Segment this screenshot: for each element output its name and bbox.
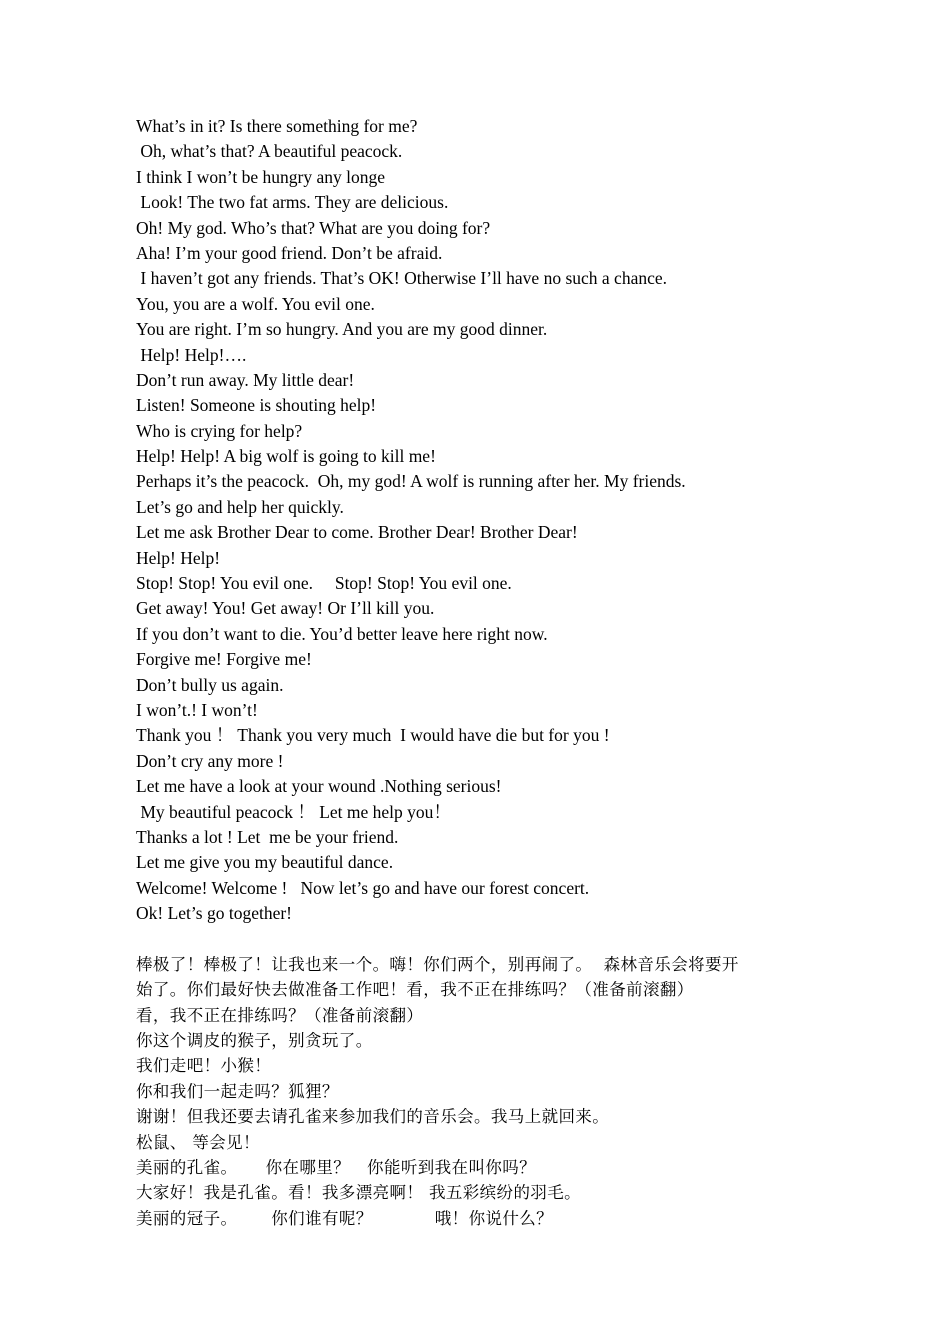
text-line: If you don’t want to die. You’d better leave here right now. bbox=[136, 623, 548, 644]
text-line: Let me ask Brother Dear to come. Brother Dear! Brother Dear! bbox=[136, 522, 578, 543]
text-line: 棒极了！棒极了！让我也来一个。嗨！你们两个，别再闹了。 森林音乐会将要开 bbox=[136, 954, 739, 974]
text-line: Get away! You! Get away! Or I’ll kill you. bbox=[136, 598, 435, 619]
text-line: You are right. I’m so hungry. And you are my good dinner. bbox=[136, 319, 548, 340]
text-line: Let me give you my beautiful dance. bbox=[136, 852, 394, 873]
text-line: Oh, what’s that? A beautiful peacock. bbox=[136, 141, 403, 162]
text-line: You, you are a wolf. You evil one. bbox=[136, 293, 375, 314]
text-line: 你这个调皮的猴子，别贪玩了。 bbox=[136, 1031, 373, 1051]
text-line: Look! The two fat arms. They are delicious. bbox=[136, 192, 449, 213]
text-line: 美丽的冠子。 你们谁有呢？ 哦！你说什么？ bbox=[136, 1208, 554, 1228]
text-line: I haven’t got any friends. That’s OK! Otherwise I’ll have no such a chance. bbox=[136, 268, 667, 289]
text-line: Help! Help! A big wolf is going to kill me! bbox=[136, 446, 436, 467]
chinese-dialogue bbox=[136, 952, 836, 1231]
text-line: Ok! Let’s go together! bbox=[136, 903, 292, 924]
english-dialogue bbox=[136, 114, 836, 927]
text-line: Stop! Stop! You evil one. Stop! Stop! You evil one. bbox=[136, 573, 512, 594]
text-line: Aha! I’m your good friend. Don’t be afraid. bbox=[136, 242, 443, 263]
text-line: I think I won’t be hungry any longe bbox=[136, 166, 386, 187]
text-line: Perhaps it’s the peacock. Oh, my god! A wolf is running after her. My friends. bbox=[136, 471, 686, 492]
text-line: Forgive me! Forgive me! bbox=[136, 649, 312, 670]
text-line: Oh! My god. Who’s that? What are you doing for? bbox=[136, 217, 491, 238]
text-line: My beautiful peacock ！ Let me help you！ bbox=[136, 801, 451, 822]
text-line: Help! Help! bbox=[136, 547, 221, 568]
text-line: Let me have a look at your wound .Nothing serious! bbox=[136, 776, 502, 797]
text-line: Listen! Someone is shouting help! bbox=[136, 395, 377, 416]
script-text bbox=[136, 114, 836, 1231]
text-line: Welcome! Welcome ! Now let’s go and have our forest concert. bbox=[136, 877, 590, 898]
text-line: Don’t cry any more ! bbox=[136, 750, 284, 771]
text-line: Let’s go and help her quickly. bbox=[136, 496, 344, 517]
text-line: 美丽的孔雀。 你在哪里？ 你能听到我在叫你吗？ bbox=[136, 1158, 537, 1178]
text-line: I won’t.! I won’t! bbox=[136, 699, 258, 720]
text-line: Don’t run away. My little dear! bbox=[136, 369, 355, 390]
text-line: What’s in it? Is there something for me? bbox=[136, 116, 418, 136]
text-line: 大家好！我是孔雀。看！我多漂亮啊！ 我五彩缤纷的羽毛。 bbox=[136, 1183, 582, 1203]
text-line: 你和我们一起走吗？狐狸？ bbox=[136, 1081, 339, 1101]
text-line: 谢谢！但我还要去请孔雀来参加我们的音乐会。我马上就回来。 bbox=[136, 1107, 610, 1127]
paragraph-gap bbox=[136, 927, 836, 952]
text-line: Help! Help!…. bbox=[136, 344, 247, 365]
text-line: 松鼠、 等会见！ bbox=[136, 1132, 260, 1152]
text-line: Thank you ！ Thank you very much I would have die but for you ! bbox=[136, 725, 610, 746]
text-line: 看，我不正在排练吗？（准备前滚翻） bbox=[136, 1005, 424, 1025]
text-line: Who is crying for help? bbox=[136, 420, 303, 441]
text-line: Thanks a lot ! Let me be your friend. bbox=[136, 826, 399, 847]
text-line: 我们走吧！小猴！ bbox=[136, 1056, 272, 1076]
text-line: Don’t bully us again. bbox=[136, 674, 284, 695]
text-line: 始了。你们最好快去做准备工作吧！看，我不正在排练吗？（准备前滚翻） bbox=[136, 980, 694, 1000]
